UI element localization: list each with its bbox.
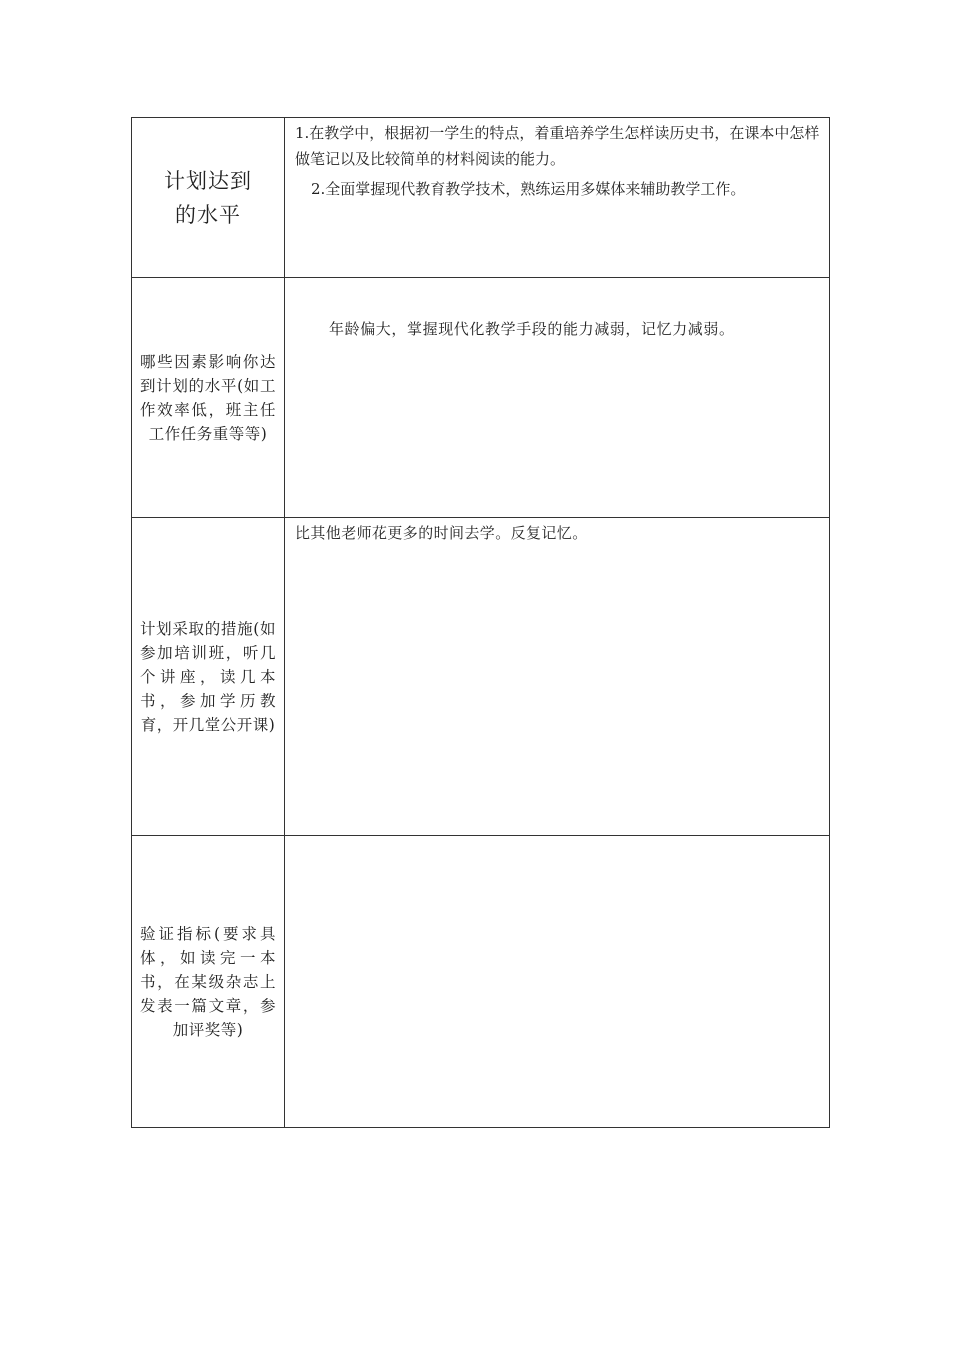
influencing-factors-text: 年龄偏大，掌握现代化教学手段的能力减弱，记忆力减弱。 [329,320,735,338]
row-content-influencing-factors [285,278,830,518]
influencing-factors-label: 哪些因素影响你达到计划的水平(如工作效率低，班主任工作任务重等等) [140,352,276,443]
row-label-planned-measures [132,518,285,836]
plan-table [131,117,830,1128]
row-label-verification-indicators [132,836,285,1128]
row-label-line-1: 计划达到 [164,168,252,193]
row-content-verification-indicators [285,836,830,1128]
row-content-planned-measures [285,518,830,836]
planned-measures-text: 比其他老师花更多的时间去学。反复记忆。 [295,524,588,542]
planned-measures-label: 计划采取的措施(如参加培训班，听几个讲座，读几本书，参加学历教育，开几堂公开课) [140,619,276,734]
row-label-target-level [132,118,285,278]
table-row-target-level [132,118,830,278]
row-label-influencing-factors [132,278,285,518]
table-row-planned-measures [132,518,830,836]
target-level-item-2: 2.全面掌握现代教育教学技术，熟练运用多媒体来辅助教学工作。 [311,180,746,198]
row-content-target-level [285,118,830,278]
target-level-item-1: 1.在教学中，根据初一学生的特点，着重培养学生怎样读历史书，在课本中怎样做笔记以及比较简单的材料阅读的能力。 [295,124,820,168]
row-label-line-2: 的水平 [175,202,241,227]
verification-indicators-label: 验证指标(要求具体，如读完一本书，在某级杂志上发表一篇文章，参加评奖等) [140,924,276,1039]
table-row-verification-indicators [132,836,830,1128]
table-row-influencing-factors [132,278,830,518]
